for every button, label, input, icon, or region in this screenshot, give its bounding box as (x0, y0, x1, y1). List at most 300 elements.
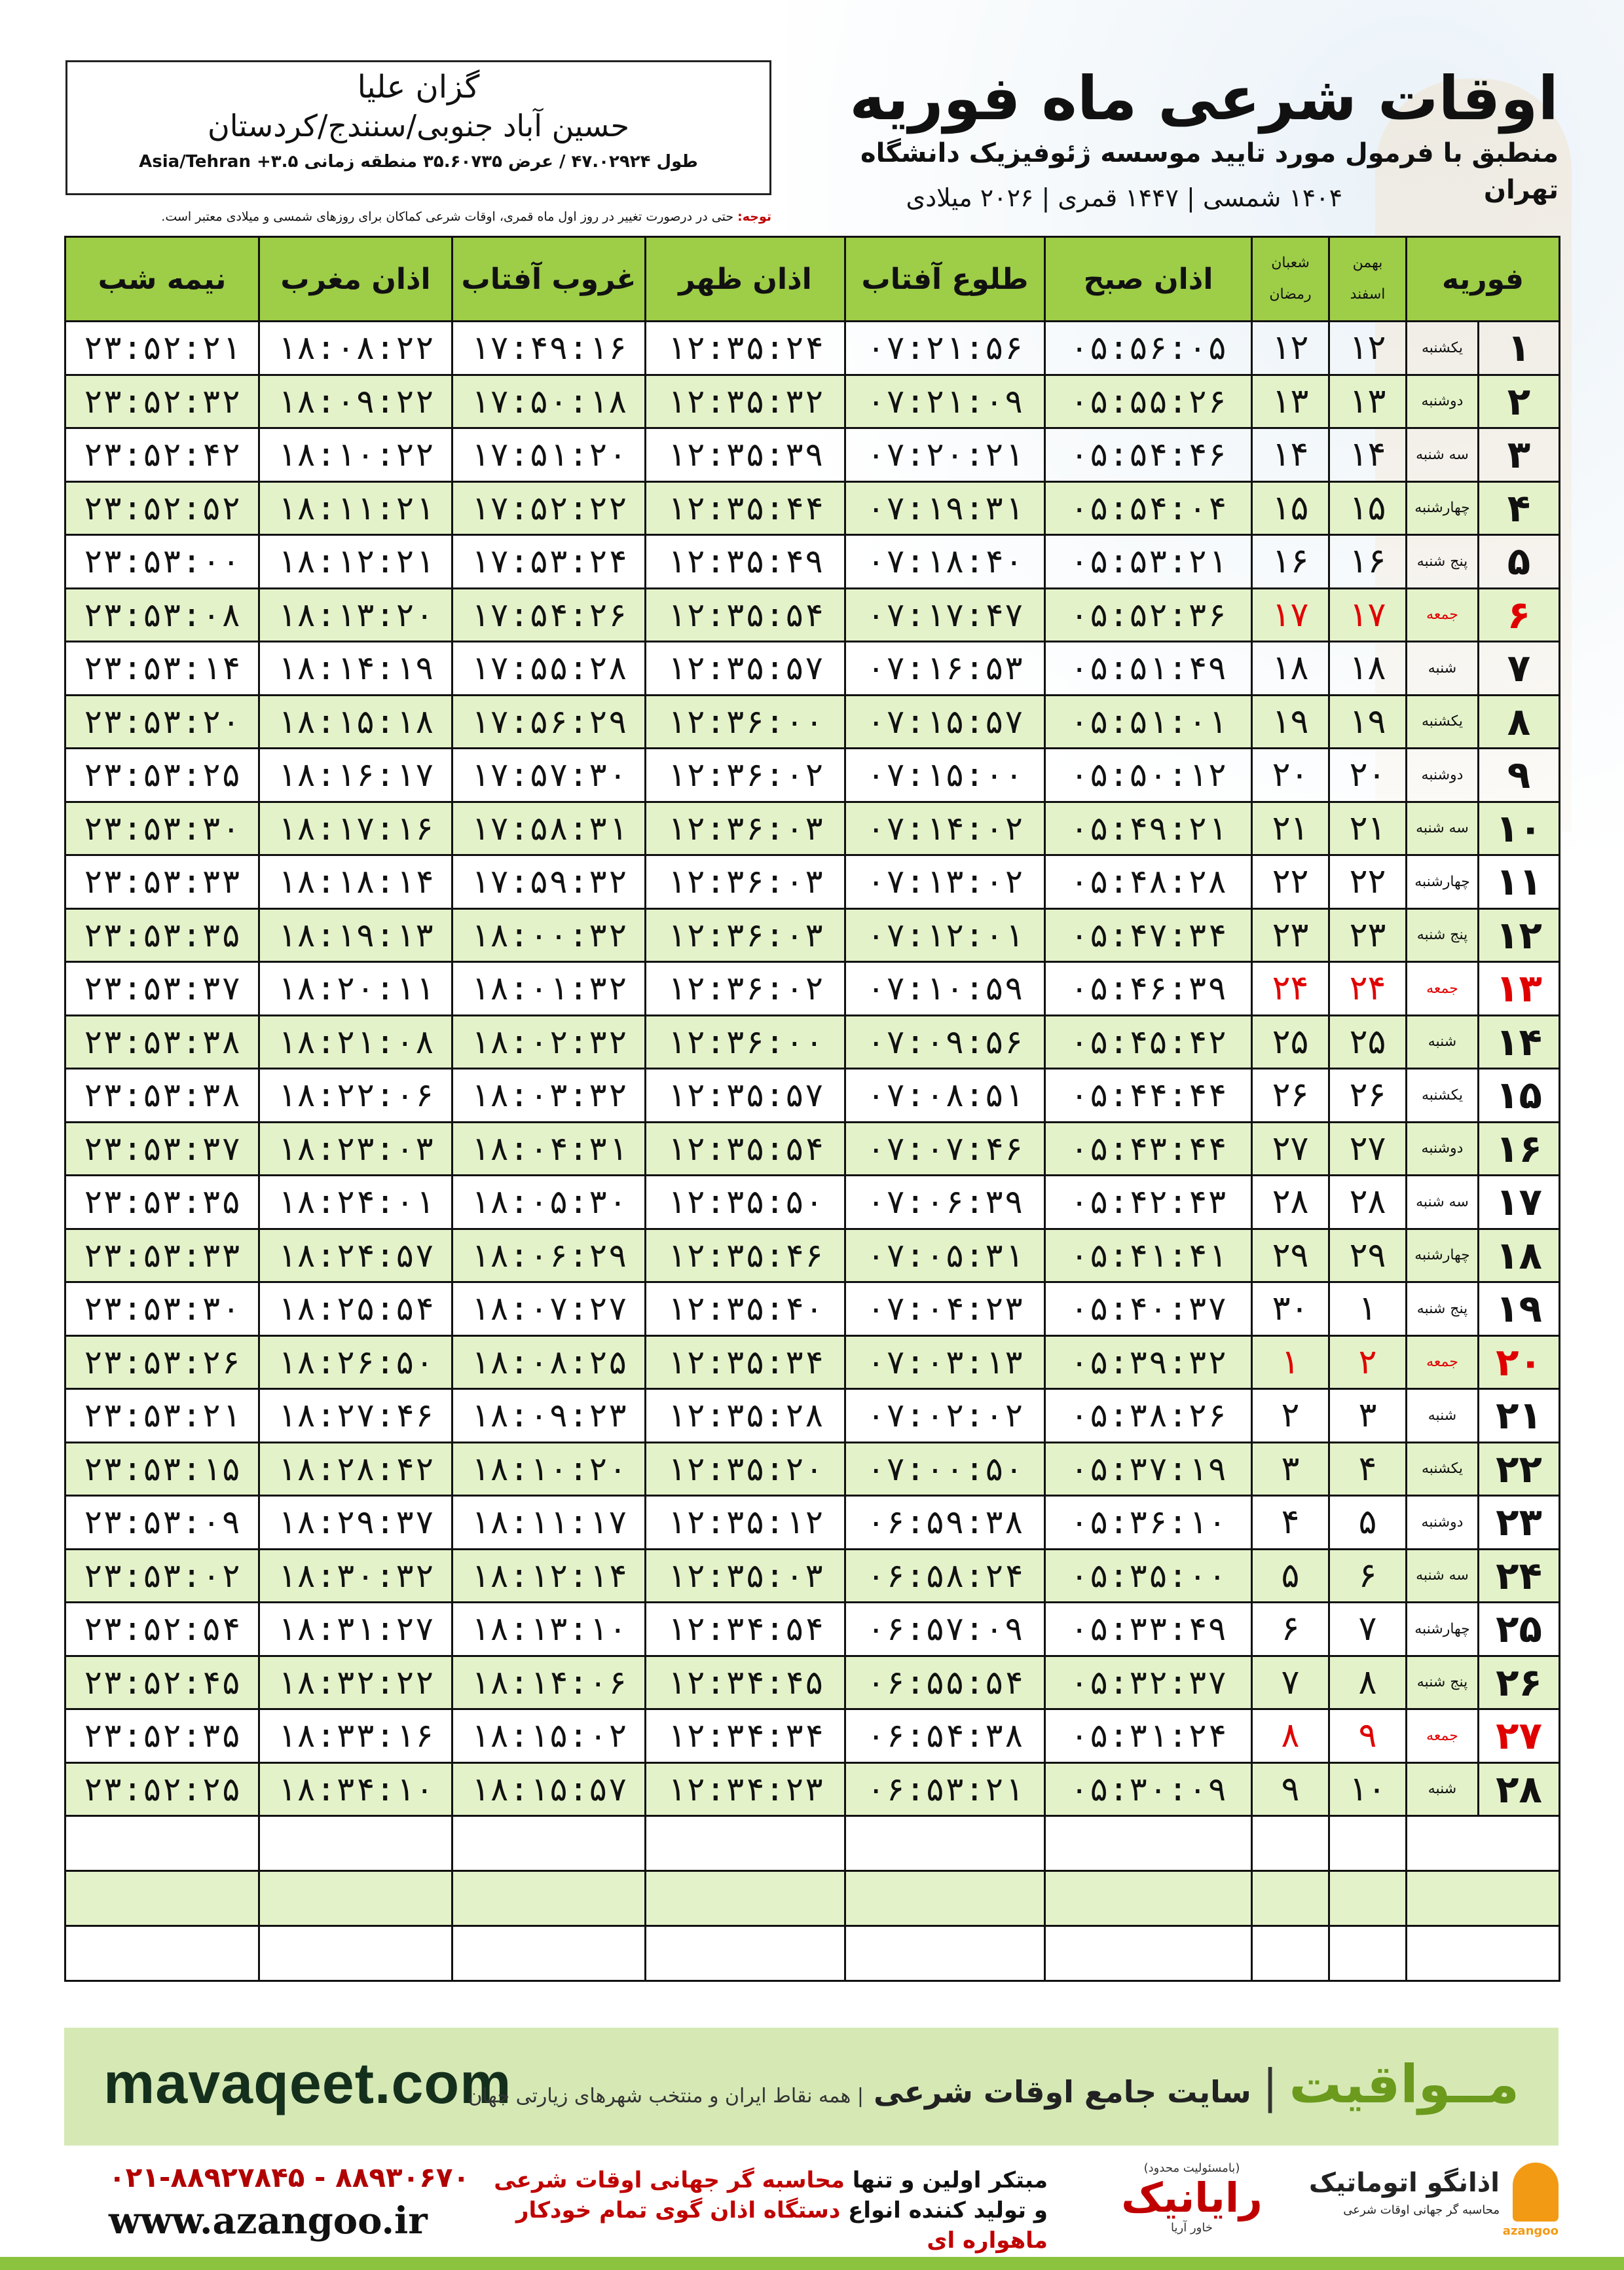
table-row (65, 1229, 1560, 1282)
solar-day: ۵ (1329, 1496, 1407, 1550)
location-box (65, 60, 771, 195)
site-banner (64, 2028, 1559, 2146)
maghrib-time: ۱۸:۲۴:۵۷ (259, 1229, 452, 1282)
sunrise-time: ۰۷:۱۴:۰۲ (845, 802, 1045, 855)
solar-day: ۲۹ (1329, 1229, 1407, 1282)
solar-day: ۲۱ (1329, 802, 1407, 855)
empty-dhuhr-cell (646, 1926, 845, 1981)
table-row (65, 1709, 1560, 1763)
sunset-time: ۱۷:۵۲:۲۲ (452, 481, 646, 535)
lunar-day: ۴ (1252, 1496, 1329, 1550)
day-number: ۱۹ (1479, 1282, 1560, 1336)
day-number: ۲۲ (1479, 1442, 1560, 1496)
maghrib-time: ۱۸:۲۹:۳۷ (259, 1496, 452, 1550)
lunar-day: ۱۴ (1252, 428, 1329, 482)
sunset-time: ۱۸:۰۱:۳۲ (452, 962, 646, 1016)
maghrib-time: ۱۸:۰۹:۲۲ (259, 375, 452, 428)
day-number: ۴ (1479, 481, 1560, 535)
sunrise-time: ۰۷:۲۱:۵۶ (845, 322, 1045, 375)
header-dhuhr: اذان ظهر (646, 237, 845, 322)
sunset-time: ۱۷:۵۷:۳۰ (452, 749, 646, 802)
day-number: ۲۳ (1479, 1496, 1560, 1550)
maker-line-2-plain: و تولید کننده انواع (840, 2197, 1048, 2223)
day-number: ۵ (1479, 535, 1560, 589)
weekday: جمعه (1407, 1335, 1479, 1389)
sunset-time: ۱۸:۰۵:۳۰ (452, 1176, 646, 1229)
sunset-time: ۱۷:۵۱:۲۰ (452, 428, 646, 482)
lunar-day: ۸ (1252, 1709, 1329, 1763)
brand-logo-text: مــواقیت (1289, 2054, 1519, 2115)
sunrise-time: ۰۷:۱۵:۵۷ (845, 695, 1045, 749)
site-url[interactable]: mavaqeet.com (103, 2051, 512, 2115)
lunar-day: ۱۳ (1252, 375, 1329, 428)
fajr-time: ۰۵:۵۴:۰۴ (1045, 481, 1252, 535)
midnight-time: ۲۳:۵۳:۳۵ (65, 908, 259, 962)
day-number: ۱۳ (1479, 962, 1560, 1016)
dhuhr-time: ۱۲:۳۵:۵۷ (646, 1069, 845, 1123)
maker-line-1 (471, 2165, 1048, 2195)
maghrib-time: ۱۸:۳۳:۱۶ (259, 1709, 452, 1763)
sunrise-time: ۰۷:۰۵:۳۱ (845, 1229, 1045, 1282)
midnight-time: ۲۳:۵۳:۳۰ (65, 1282, 259, 1336)
dhuhr-time: ۱۲:۳۵:۴۶ (646, 1229, 845, 1282)
day-number: ۱۱ (1479, 855, 1560, 909)
lunar-day: ۱۲ (1252, 322, 1329, 375)
sunrise-time: ۰۷:۱۲:۰۱ (845, 908, 1045, 962)
day-number: ۲۶ (1479, 1656, 1560, 1709)
fajr-time: ۰۵:۵۴:۴۶ (1045, 428, 1252, 482)
midnight-time: ۲۳:۵۳:۰۲ (65, 1549, 259, 1603)
weekday: یکشنبه (1407, 1442, 1479, 1496)
sunset-time: ۱۷:۵۳:۲۴ (452, 535, 646, 589)
weekday: دوشنبه (1407, 1122, 1479, 1176)
sunrise-time: ۰۶:۵۴:۳۸ (845, 1709, 1045, 1763)
weekday: پنج شنبه (1407, 908, 1479, 962)
weekday: پنج شنبه (1407, 535, 1479, 589)
fajr-time: ۰۵:۵۳:۲۱ (1045, 535, 1252, 589)
day-number: ۲۵ (1479, 1603, 1560, 1656)
table-body (65, 322, 1560, 1981)
prayer-times-table (64, 236, 1560, 1982)
phone-numbers: ۰۲۱-۸۸۹۲۷۸۴۵ - ۸۸۹۳۰۶۷۰ (109, 2161, 470, 2193)
maghrib-time: ۱۸:۲۱:۰۸ (259, 1015, 452, 1069)
maghrib-time: ۱۸:۱۸:۱۴ (259, 855, 452, 909)
table-row (65, 642, 1560, 696)
table-row (65, 1282, 1560, 1336)
sunrise-time: ۰۶:۵۷:۰۹ (845, 1603, 1045, 1656)
sunrise-time: ۰۷:۱۶:۵۳ (845, 642, 1045, 696)
sunset-time: ۱۸:۱۴:۰۶ (452, 1656, 646, 1709)
table-row (65, 908, 1560, 962)
sunset-time: ۱۸:۱۰:۲۰ (452, 1442, 646, 1496)
midnight-time: ۲۳:۵۳:۲۶ (65, 1335, 259, 1389)
day-number: ۶ (1479, 588, 1560, 642)
dhuhr-time: ۱۲:۳۵:۳۲ (646, 375, 845, 428)
azangoo-logo-en: azangoo (1502, 2224, 1559, 2238)
maghrib-time: ۱۸:۱۲:۲۱ (259, 535, 452, 589)
weekday: پنج شنبه (1407, 1656, 1479, 1709)
dhuhr-time: ۱۲:۳۵:۵۴ (646, 1122, 845, 1176)
sunset-time: ۱۷:۵۰:۱۸ (452, 375, 646, 428)
table-row (65, 375, 1560, 428)
empty-maghrib-cell (259, 1926, 452, 1981)
maghrib-time: ۱۸:۲۳:۰۳ (259, 1122, 452, 1176)
fajr-time: ۰۵:۴۰:۳۷ (1045, 1282, 1252, 1336)
sunrise-time: ۰۶:۵۵:۵۴ (845, 1656, 1045, 1709)
sunrise-time: ۰۷:۲۱:۰۹ (845, 375, 1045, 428)
maker-line-2 (471, 2195, 1048, 2256)
midnight-time: ۲۳:۵۲:۴۵ (65, 1656, 259, 1709)
solar-day: ۲۷ (1329, 1122, 1407, 1176)
fajr-time: ۰۵:۳۰:۰۹ (1045, 1762, 1252, 1816)
empty-midnight-cell (65, 1926, 259, 1981)
dhuhr-time: ۱۲:۳۵:۴۰ (646, 1282, 845, 1336)
midnight-time: ۲۳:۵۲:۲۵ (65, 1762, 259, 1816)
day-number: ۹ (1479, 749, 1560, 802)
solar-day: ۶ (1329, 1549, 1407, 1603)
page-title: اوقات شرعی ماه فوریه (849, 64, 1559, 134)
midnight-time: ۲۳:۵۲:۴۲ (65, 428, 259, 482)
sunset-time: ۱۷:۵۹:۳۲ (452, 855, 646, 909)
solar-day: ۲۰ (1329, 749, 1407, 802)
midnight-time: ۲۳:۵۳:۳۷ (65, 1122, 259, 1176)
weekday: دوشنبه (1407, 375, 1479, 428)
midnight-time: ۲۳:۵۲:۲۱ (65, 322, 259, 375)
day-number: ۲ (1479, 375, 1560, 428)
weekday: شنبه (1407, 1015, 1479, 1069)
year-dates: ۱۴۰۴ شمسی | ۱۴۴۷ قمری | ۲۰۲۶ میلادی (906, 183, 1342, 212)
lunar-day: ۲ (1252, 1389, 1329, 1443)
day-number: ۱۴ (1479, 1015, 1560, 1069)
midnight-time: ۲۳:۵۲:۵۲ (65, 481, 259, 535)
maghrib-time: ۱۸:۳۱:۲۷ (259, 1603, 452, 1656)
lunar-day: ۲۴ (1252, 962, 1329, 1016)
dhuhr-time: ۱۲:۳۶:۰۳ (646, 908, 845, 962)
lunar-day: ۱۵ (1252, 481, 1329, 535)
table-header-row (65, 237, 1560, 322)
lunar-day: ۱۶ (1252, 535, 1329, 589)
empty-day-cell (1407, 1816, 1560, 1871)
table-row (65, 1656, 1560, 1709)
solar-day: ۲۵ (1329, 1015, 1407, 1069)
lunar-day: ۲۸ (1252, 1176, 1329, 1229)
dhuhr-time: ۱۲:۳۵:۳۹ (646, 428, 845, 482)
sunset-time: ۱۸:۰۴:۳۱ (452, 1122, 646, 1176)
fajr-time: ۰۵:۴۶:۳۹ (1045, 962, 1252, 1016)
midnight-time: ۲۳:۵۳:۳۳ (65, 855, 259, 909)
dhuhr-time: ۱۲:۳۵:۵۰ (646, 1176, 845, 1229)
empty-day-cell (1407, 1926, 1560, 1981)
sunrise-time: ۰۷:۰۷:۴۶ (845, 1122, 1045, 1176)
table-row (65, 695, 1560, 749)
lunar-day: ۲۵ (1252, 1015, 1329, 1069)
dhuhr-time: ۱۲:۳۵:۱۲ (646, 1496, 845, 1550)
sunset-time: ۱۷:۴۹:۱۶ (452, 322, 646, 375)
lunar-day: ۵ (1252, 1549, 1329, 1603)
empty-fajr-cell (1045, 1871, 1252, 1926)
minaret-icon (1513, 2163, 1559, 2222)
table-row (65, 1069, 1560, 1123)
midnight-time: ۲۳:۵۳:۲۱ (65, 1389, 259, 1443)
lunar-day: ۷ (1252, 1656, 1329, 1709)
lunar-day: ۲۰ (1252, 749, 1329, 802)
day-number: ۸ (1479, 695, 1560, 749)
table-row (65, 481, 1560, 535)
maghrib-time: ۱۸:۱۳:۲۰ (259, 588, 452, 642)
sunset-time: ۱۸:۱۳:۱۰ (452, 1603, 646, 1656)
fajr-time: ۰۵:۴۷:۳۴ (1045, 908, 1252, 962)
fajr-time: ۰۵:۵۶:۰۵ (1045, 322, 1252, 375)
midnight-time: ۲۳:۵۲:۳۲ (65, 375, 259, 428)
midnight-time: ۲۳:۵۳:۳۵ (65, 1176, 259, 1229)
sunrise-time: ۰۶:۵۹:۳۸ (845, 1496, 1045, 1550)
header-fajr: اذان صبح (1045, 237, 1252, 322)
solar-day: ۱۳ (1329, 375, 1407, 428)
empty-fajr-cell (1045, 1816, 1252, 1871)
fajr-time: ۰۵:۳۱:۲۴ (1045, 1709, 1252, 1763)
solar-day: ۱۷ (1329, 588, 1407, 642)
banner-tagline: سایت جامع اوقات شرعی (874, 2074, 1251, 2110)
weekday: یکشنبه (1407, 1069, 1479, 1123)
table-row (65, 962, 1560, 1016)
sunset-time: ۱۸:۱۵:۵۷ (452, 1762, 646, 1816)
lunar-day: ۱ (1252, 1335, 1329, 1389)
empty-solar-cell (1329, 1926, 1407, 1981)
day-number: ۱ (1479, 322, 1560, 375)
maghrib-time: ۱۸:۳۲:۲۲ (259, 1656, 452, 1709)
dhuhr-time: ۱۲:۳۵:۰۳ (646, 1549, 845, 1603)
fajr-time: ۰۵:۴۵:۴۲ (1045, 1015, 1252, 1069)
dhuhr-time: ۱۲:۳۶:۰۰ (646, 695, 845, 749)
maghrib-time: ۱۸:۲۵:۵۴ (259, 1282, 452, 1336)
lunar-day: ۱۷ (1252, 588, 1329, 642)
sunrise-time: ۰۷:۱۳:۰۲ (845, 855, 1045, 909)
midnight-time: ۲۳:۵۳:۰۸ (65, 588, 259, 642)
maghrib-time: ۱۸:۲۲:۰۶ (259, 1069, 452, 1123)
empty-solar-cell (1329, 1871, 1407, 1926)
table-row (65, 1176, 1560, 1229)
midnight-time: ۲۳:۵۳:۳۳ (65, 1229, 259, 1282)
fajr-time: ۰۵:۳۵:۰۰ (1045, 1549, 1252, 1603)
table-row (65, 1015, 1560, 1069)
fajr-time: ۰۵:۳۸:۲۶ (1045, 1389, 1252, 1443)
sunrise-time: ۰۷:۱۹:۳۱ (845, 481, 1045, 535)
midnight-time: ۲۳:۵۳:۱۴ (65, 642, 259, 696)
midnight-time: ۲۳:۵۳:۱۵ (65, 1442, 259, 1496)
sunset-time: ۱۸:۱۲:۱۴ (452, 1549, 646, 1603)
weekday: جمعه (1407, 588, 1479, 642)
lunar-day: ۲۲ (1252, 855, 1329, 909)
lunar-day: ۲۷ (1252, 1122, 1329, 1176)
note-text: حتی در درصورت تغییر در روز اول ماه قمری، اوقات شرعی کماکان برای روزهای شمسی و میلادی معتبر است. (161, 210, 734, 224)
dhuhr-time: ۱۲:۳۵:۲۸ (646, 1389, 845, 1443)
table-row (65, 749, 1560, 802)
fajr-time: ۰۵:۴۱:۴۱ (1045, 1229, 1252, 1282)
rayanik-logo-mark: رایانیک (1121, 2174, 1263, 2222)
sunrise-time: ۰۷:۰۲:۰۲ (845, 1389, 1045, 1443)
note (65, 210, 771, 224)
fajr-time: ۰۵:۵۱:۰۱ (1045, 695, 1252, 749)
table-row (65, 802, 1560, 855)
lunar-day: ۳ (1252, 1442, 1329, 1496)
empty-maghrib-cell (259, 1871, 452, 1926)
weekday: چهارشنبه (1407, 855, 1479, 909)
header-sunset: غروب آفتاب (452, 237, 646, 322)
maghrib-time: ۱۸:۲۷:۴۶ (259, 1389, 452, 1443)
table-row (65, 1496, 1560, 1550)
solar-day: ۱۲ (1329, 322, 1407, 375)
azangoo-logo-name: اذانگو اتوماتیک (1308, 2168, 1500, 2198)
lunar-day: ۶ (1252, 1603, 1329, 1656)
sunrise-time: ۰۷:۱۵:۰۰ (845, 749, 1045, 802)
header-ramadan: رمضان (1269, 286, 1312, 303)
day-number: ۱۰ (1479, 802, 1560, 855)
header-shaban: شعبان (1271, 255, 1310, 271)
sunrise-time: ۰۷:۰۰:۵۰ (845, 1442, 1045, 1496)
fajr-time: ۰۵:۵۲:۳۶ (1045, 588, 1252, 642)
dhuhr-time: ۱۲:۳۶:۰۳ (646, 855, 845, 909)
dhuhr-time: ۱۲:۳۶:۰۲ (646, 749, 845, 802)
solar-day: ۴ (1329, 1442, 1407, 1496)
dhuhr-time: ۱۲:۳۶:۰۰ (646, 1015, 845, 1069)
solar-day: ۱۴ (1329, 428, 1407, 482)
company-website[interactable]: www.azangoo.ir (109, 2199, 428, 2242)
sunset-time: ۱۸:۰۰:۳۲ (452, 908, 646, 962)
empty-sunrise-cell (845, 1871, 1045, 1926)
maghrib-time: ۱۸:۲۰:۱۱ (259, 962, 452, 1016)
table-row (65, 1549, 1560, 1603)
solar-day: ۱۵ (1329, 481, 1407, 535)
day-number: ۷ (1479, 642, 1560, 696)
banner-brand-group (468, 2054, 1519, 2115)
solar-day: ۱۹ (1329, 695, 1407, 749)
dhuhr-time: ۱۲:۳۵:۴۴ (646, 481, 845, 535)
dhuhr-time: ۱۲:۳۴:۲۳ (646, 1762, 845, 1816)
maghrib-time: ۱۸:۲۴:۰۱ (259, 1176, 452, 1229)
sunrise-time: ۰۷:۱۷:۴۷ (845, 588, 1045, 642)
location-coordinates: طول ۴۷.۰۲۹۲۴ / عرض ۳۵.۶۰۷۳۵ منطقه زمانی ۳.۵+ Asia/Tehran (139, 152, 698, 172)
banner-description: | همه نقاط ایران و منتخب شهرهای زیارتی جهان (468, 2085, 864, 2108)
weekday: جمعه (1407, 1709, 1479, 1763)
weekday: شنبه (1407, 642, 1479, 696)
maghrib-time: ۱۸:۱۰:۲۲ (259, 428, 452, 482)
sunset-time: ۱۸:۰۸:۲۵ (452, 1335, 646, 1389)
empty-fajr-cell (1045, 1926, 1252, 1981)
solar-day: ۹ (1329, 1709, 1407, 1763)
weekday: دوشنبه (1407, 1496, 1479, 1550)
table-row (65, 1603, 1560, 1656)
empty-dhuhr-cell (646, 1871, 845, 1926)
weekday: سه شنبه (1407, 1176, 1479, 1229)
header-midnight: نیمه شب (65, 237, 259, 322)
table-row (65, 1335, 1560, 1389)
maghrib-time: ۱۸:۱۱:۲۱ (259, 481, 452, 535)
header-month: فوریه (1407, 237, 1560, 322)
lunar-day: ۲۶ (1252, 1069, 1329, 1123)
day-number: ۲۴ (1479, 1549, 1560, 1603)
midnight-time: ۲۳:۵۳:۳۰ (65, 802, 259, 855)
empty-row (65, 1926, 1560, 1981)
dhuhr-time: ۱۲:۳۵:۴۹ (646, 535, 845, 589)
header-lunar-months (1252, 237, 1329, 322)
solar-day: ۲ (1329, 1335, 1407, 1389)
midnight-time: ۲۳:۵۲:۵۴ (65, 1603, 259, 1656)
day-number: ۳ (1479, 428, 1560, 482)
empty-sunrise-cell (845, 1926, 1045, 1981)
header-sunrise: طلوع آفتاب (845, 237, 1045, 322)
sunrise-time: ۰۷:۱۰:۵۹ (845, 962, 1045, 1016)
maghrib-time: ۱۸:۲۶:۵۰ (259, 1335, 452, 1389)
sunrise-time: ۰۶:۵۸:۲۴ (845, 1549, 1045, 1603)
header-bahman: بهمن (1352, 255, 1383, 271)
lunar-day: ۱۹ (1252, 695, 1329, 749)
midnight-time: ۲۳:۵۳:۲۵ (65, 749, 259, 802)
maghrib-time: ۱۸:۲۸:۴۲ (259, 1442, 452, 1496)
rayanik-logo-sub: خاور آریا (1171, 2221, 1213, 2235)
weekday: سه شنبه (1407, 428, 1479, 482)
midnight-time: ۲۳:۵۳:۰۰ (65, 535, 259, 589)
fajr-time: ۰۵:۳۳:۴۹ (1045, 1603, 1252, 1656)
empty-row (65, 1871, 1560, 1926)
weekday: چهارشنبه (1407, 481, 1479, 535)
solar-day: ۷ (1329, 1603, 1407, 1656)
empty-midnight-cell (65, 1816, 259, 1871)
dhuhr-time: ۱۲:۳۵:۵۴ (646, 588, 845, 642)
fajr-time: ۰۵:۴۸:۲۸ (1045, 855, 1252, 909)
weekday: شنبه (1407, 1762, 1479, 1816)
header-maghrib: اذان مغرب (259, 237, 452, 322)
fajr-time: ۰۵:۵۱:۴۹ (1045, 642, 1252, 696)
sunset-time: ۱۸:۰۳:۳۲ (452, 1069, 646, 1123)
table-row (65, 588, 1560, 642)
empty-lunar-cell (1252, 1871, 1329, 1926)
maker-line-1-highlight: محاسبه گر جهانی اوقات شرعی (494, 2167, 845, 2193)
table-row (65, 1442, 1560, 1496)
sunset-time: ۱۸:۰۷:۲۷ (452, 1282, 646, 1336)
table-row (65, 1122, 1560, 1176)
solar-day: ۲۴ (1329, 962, 1407, 1016)
table-row (65, 1762, 1560, 1816)
fajr-time: ۰۵:۴۴:۴۴ (1045, 1069, 1252, 1123)
note-label: توجه: (737, 210, 771, 224)
fajr-time: ۰۵:۴۹:۲۱ (1045, 802, 1252, 855)
sunrise-time: ۰۷:۰۴:۲۳ (845, 1282, 1045, 1336)
empty-solar-cell (1329, 1816, 1407, 1871)
fajr-time: ۰۵:۳۷:۱۹ (1045, 1442, 1252, 1496)
sunrise-time: ۰۷:۰۳:۱۳ (845, 1335, 1045, 1389)
midnight-time: ۲۳:۵۲:۳۵ (65, 1709, 259, 1763)
fajr-time: ۰۵:۳۲:۳۷ (1045, 1656, 1252, 1709)
sunrise-time: ۰۷:۱۸:۴۰ (845, 535, 1045, 589)
location-name: گزان علیا (357, 69, 480, 105)
header-solar-months (1329, 237, 1407, 322)
sunrise-time: ۰۷:۲۰:۲۱ (845, 428, 1045, 482)
day-number: ۲۱ (1479, 1389, 1560, 1443)
weekday: شنبه (1407, 1389, 1479, 1443)
table-row (65, 855, 1560, 909)
sunset-time: ۱۸:۰۶:۲۹ (452, 1229, 646, 1282)
table-row (65, 428, 1560, 482)
table-row (65, 535, 1560, 589)
empty-maghrib-cell (259, 1816, 452, 1871)
dhuhr-time: ۱۲:۳۵:۲۰ (646, 1442, 845, 1496)
maker-text (471, 2165, 1048, 2256)
empty-lunar-cell (1252, 1926, 1329, 1981)
solar-day: ۱۰ (1329, 1762, 1407, 1816)
weekday: سه شنبه (1407, 1549, 1479, 1603)
dhuhr-time: ۱۲:۳۵:۲۴ (646, 322, 845, 375)
sunset-time: ۱۷:۵۸:۳۱ (452, 802, 646, 855)
